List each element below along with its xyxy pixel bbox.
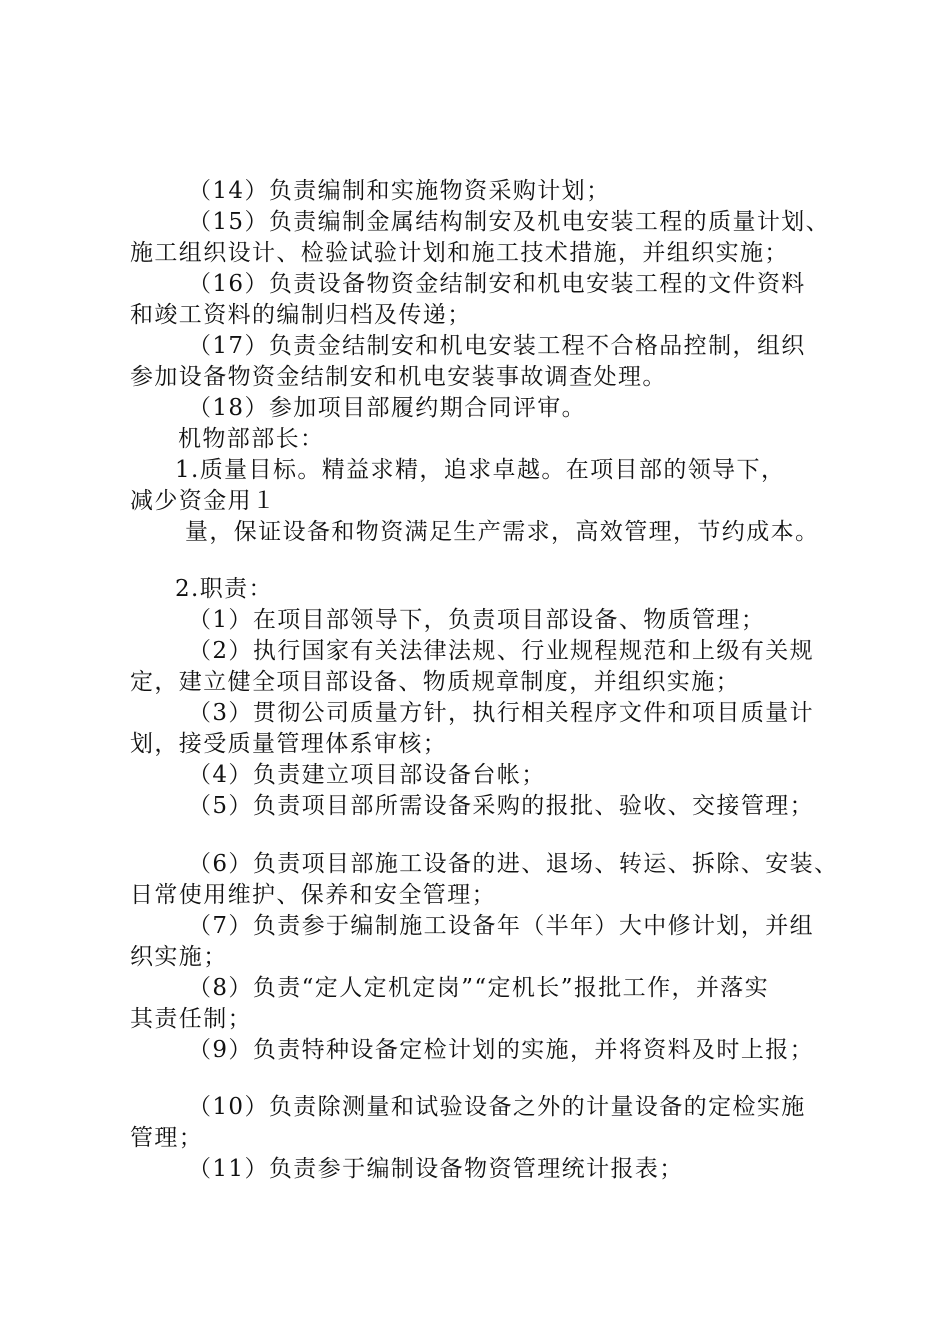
text-line: （11）负责参于编制设备物资管理统计报表； [188,1156,684,1182]
text-line: 施工组织设计、检验试验计划和施工技术措施，并组织实施； [130,240,789,266]
text-line: 其责任制； [130,1006,252,1032]
text-line: 参加设备物资金结制安和机电安装事故调查处理。 [130,364,667,390]
text-line: 日常使用维护、保养和安全管理； [130,882,496,908]
text-line: 机物部部长： [178,426,325,452]
text-line: （2）执行国家有关法律法规、行业规程规范和上级有关规 [188,638,815,664]
text-line: 1.质量目标。精益求精，追求卓越。在项目部的领导下， [175,457,786,483]
text-line: 管理； [130,1125,204,1151]
text-line: 2.职责： [175,576,273,602]
text-line: （5）负责项目部所需设备采购的报批、验收、交接管理； [188,793,815,819]
text-line: （3）贯彻公司质量方针，执行相关程序文件和项目质量计 [188,700,815,726]
text-line: 量，保证设备和物资满足生产需求，高效管理，节约成本。 [185,519,820,545]
text-line: 定，建立健全项目部设备、物质规章制度，并组织实施； [130,669,740,695]
text-line: （7）负责参于编制施工设备年（半年）大中修计划，并组 [188,913,815,939]
text-line: （4）负责建立项目部设备台帐； [188,762,546,788]
text-line: 和竣工资料的编制归档及传递； [130,302,472,328]
text-line: （14）负责编制和实施物资采购计划； [188,178,611,204]
text-line: （15）负责编制金属结构制安及机电安装工程的质量计划、 [188,209,831,235]
text-line: 织实施； [130,944,228,970]
text-line: （17）负责金结制安和机电安装工程不合格品控制，组织 [188,333,806,359]
text-line: （6）负责项目部施工设备的进、退场、转运、拆除、安装、 [188,851,839,877]
text-line: （9）负责特种设备定检计划的实施，并将资料及时上报； [188,1037,815,1063]
text-line: （18）参加项目部履约期合同评审。 [188,395,587,421]
text-line: （16）负责设备物资金结制安和机电安装工程的文件资料 [188,271,806,297]
text-line: 划，接受质量管理体系审核； [130,731,448,757]
text-line: （1）在项目部领导下，负责项目部设备、物质管理； [188,607,766,633]
text-line: （10）负责除测量和试验设备之外的计量设备的定检实施 [188,1094,806,1120]
text-line: 减少资金用１ [130,488,277,514]
text-line: （8）负责“定人定机定岗”“定机长”报批工作，并落实 [188,975,770,1001]
